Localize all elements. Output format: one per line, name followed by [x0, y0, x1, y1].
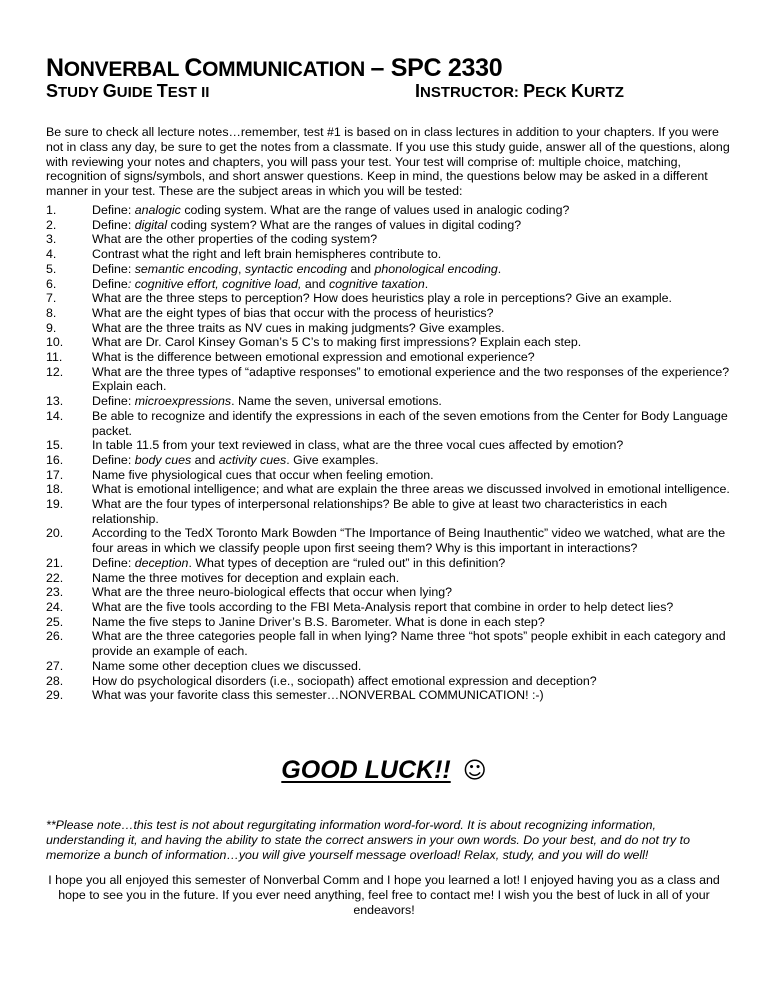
- question-text: [92, 615, 736, 630]
- question-item: [46, 571, 736, 586]
- question-number: 13.: [46, 394, 64, 409]
- text-segment: What are the three types of “adaptive responses” to emotional experience and the two responses of the experience? Explain each.: [92, 364, 730, 394]
- question-number: 3.: [46, 232, 57, 247]
- question-item: [46, 277, 736, 292]
- question-item: [46, 659, 736, 674]
- italic-term: digital: [134, 217, 168, 232]
- question-number: 2.: [46, 217, 57, 232]
- text-segment: What are the three neuro-biological effects that occur when lying?: [92, 585, 452, 600]
- question-number: 17.: [46, 467, 64, 482]
- question-number: 27.: [46, 658, 64, 673]
- text-segment: coding system? What are the ranges of values in digital coding?: [167, 217, 522, 232]
- smiley-face-icon: ☺: [462, 758, 487, 784]
- text-segment: What are the eight types of bias that occur with the process of heuristics?: [92, 305, 494, 320]
- question-text: [92, 394, 736, 409]
- italic-term: : cognitive effort, cognitive load,: [127, 276, 302, 291]
- question-text: [92, 335, 736, 350]
- italic-term: cognitive taxation: [328, 276, 425, 291]
- question-text: [92, 659, 736, 674]
- question-item: [46, 526, 736, 555]
- question-number: 23.: [46, 585, 64, 600]
- title-course-code: – SPC 2330: [370, 54, 503, 82]
- question-text: [92, 262, 736, 277]
- question-number: 12.: [46, 364, 64, 379]
- text-segment: What are the five tools according to the FBI Meta-Analysis report that combine in order to help detect lies?: [92, 599, 674, 614]
- question-number: 4.: [46, 247, 57, 262]
- italic-term: semantic encoding: [134, 261, 239, 276]
- question-text: [92, 556, 736, 571]
- italic-term: phonological encoding: [374, 261, 498, 276]
- text-segment: Name five physiological cues that occur when feeling emotion.: [92, 467, 434, 482]
- question-number: 16.: [46, 452, 64, 467]
- text-segment: What is the difference between emotional expression and emotional experience?: [92, 350, 535, 365]
- question-item: [46, 365, 736, 394]
- document-subtitle: STUDY GUIDE TEST II: [46, 81, 210, 101]
- text-segment: According to the TedX Toronto Mark Bowden “The Importance of Being Inauthentic” video we watched, what are the four areas in which we classify people upon first seeing them? Why is this important in interactions?: [92, 526, 726, 556]
- question-text: [92, 468, 736, 483]
- text-segment: .: [424, 276, 429, 291]
- text-segment: What are the three categories people fall in when lying? Name three “hot spots” people exhibit in each category and provide an example of each.: [92, 629, 726, 659]
- text-segment: and: [346, 261, 375, 276]
- question-number: 7.: [46, 291, 57, 306]
- question-item: [46, 453, 736, 468]
- question-item: [46, 394, 736, 409]
- text-segment: What are the other properties of the coding system?: [92, 232, 378, 247]
- question-item: [46, 247, 736, 262]
- text-segment: Name some other deception clues we discussed.: [92, 658, 362, 673]
- question-number: 22.: [46, 570, 64, 585]
- italic-term: syntactic encoding: [244, 261, 347, 276]
- question-number: 9.: [46, 320, 57, 335]
- question-item: [46, 438, 736, 453]
- good-luck-banner: [0, 758, 768, 783]
- text-segment: Define: [92, 276, 128, 291]
- question-text: [92, 291, 736, 306]
- question-number: 6.: [46, 276, 57, 291]
- question-item: [46, 482, 736, 497]
- question-text: [92, 409, 736, 438]
- question-item: [46, 468, 736, 483]
- italic-term: analogic: [134, 203, 181, 217]
- question-number: 28.: [46, 673, 64, 688]
- text-segment: Define:: [92, 452, 135, 467]
- text-segment: What are Dr. Carol Kinsey Goman’s 5 C’s to making first impressions? Explain each step.: [92, 335, 582, 350]
- question-number: 11.: [46, 350, 63, 365]
- question-text: [92, 277, 736, 292]
- question-item: [46, 688, 736, 703]
- text-segment: Be able to recognize and identify the expressions in each of the seven emotions from the Center for Body Language packet.: [92, 408, 728, 438]
- question-text: [92, 688, 736, 703]
- question-text: [92, 350, 736, 365]
- question-item: [46, 629, 736, 658]
- question-item: [46, 615, 736, 630]
- closing-message: I hope you all enjoyed this semester of Nonverbal Comm and I hope you learned a lot! I enjoyed having you as a class and hope to see you in the future. If you ever need anything, feel free to contact me! I wish you the best of luck in all of your endeavors!: [48, 873, 720, 917]
- question-item: [46, 556, 736, 571]
- italic-term: body cues: [134, 452, 192, 467]
- text-segment: How do psychological disorders (i.e., sociopath) affect emotional expression and deception?: [92, 673, 597, 688]
- question-text: [92, 526, 736, 555]
- question-number: 14.: [46, 408, 64, 423]
- text-segment: Define:: [92, 217, 135, 232]
- text-segment: What was your favorite class this semester…NONVERBAL COMMUNICATION! :-): [92, 688, 544, 703]
- title-word-1: NONVERBAL: [46, 54, 185, 82]
- text-segment: What is emotional intelligence; and what are explain the three areas we discussed involved in emotional intelligence.: [92, 482, 730, 497]
- text-segment: . What types of deception are “ruled out” in this definition?: [188, 555, 506, 570]
- question-text: [92, 482, 736, 497]
- question-number: 25.: [46, 614, 64, 629]
- text-segment: In table 11.5 from your text reviewed in class, what are the three vocal cues affected by emotion?: [92, 438, 624, 453]
- question-item: [46, 321, 736, 336]
- question-text: [92, 571, 736, 586]
- text-segment: Name the three motives for deception and explain each.: [92, 570, 400, 585]
- question-text: [92, 321, 736, 336]
- question-text: [92, 585, 736, 600]
- question-item: [46, 232, 736, 247]
- text-segment: Define:: [92, 203, 135, 217]
- italic-term: microexpressions: [134, 394, 232, 409]
- question-text: [92, 497, 736, 526]
- question-text: [92, 306, 736, 321]
- question-item: [46, 674, 736, 689]
- question-text: [92, 600, 736, 615]
- question-item: [46, 350, 736, 365]
- question-number: 18.: [46, 482, 64, 497]
- instructor-line: INSTRUCTOR: PECK KURTZ: [415, 81, 624, 101]
- question-number: 21.: [46, 555, 64, 570]
- question-item: [46, 291, 736, 306]
- question-item: [46, 600, 736, 615]
- question-item: [46, 218, 736, 233]
- italic-term: deception: [134, 555, 189, 570]
- text-segment: Define:: [92, 261, 135, 276]
- text-segment: What are the four types of interpersonal relationships? Be able to give at least two characteristics in each relationship.: [92, 497, 668, 526]
- question-text: [92, 453, 736, 468]
- text-segment: ,: [238, 261, 245, 276]
- text-segment: Define:: [92, 555, 135, 570]
- question-item: [46, 306, 736, 321]
- question-item: [46, 203, 736, 218]
- italic-term: activity cues: [218, 452, 287, 467]
- text-segment: Name the five steps to Janine Driver’s B.S. Barometer. What is done in each step?: [92, 614, 545, 629]
- question-text: [92, 629, 736, 658]
- question-number: 19.: [46, 497, 64, 512]
- question-text: [92, 365, 736, 394]
- text-segment: . Give examples.: [286, 452, 379, 467]
- text-segment: coding system. What are the range of values used in analogic coding?: [180, 203, 570, 217]
- text-segment: and: [191, 452, 219, 467]
- text-segment: .: [497, 261, 502, 276]
- question-list: [46, 203, 736, 703]
- text-segment: and: [301, 276, 329, 291]
- good-luck-text: GOOD LUCK!!: [281, 756, 451, 784]
- question-text: [92, 674, 736, 689]
- question-item: [46, 335, 736, 350]
- please-note-paragraph: **Please note…this test is not about regurgitating information word-for-word. It is about recognizing information, understanding it, and having the ability to state the correct answers in your own words. Do your best, and do not try to memorize a bunch of information…you will give yourself message overload! Relax, study, and you will do well!: [46, 818, 690, 862]
- question-item: [46, 409, 736, 438]
- question-text: [92, 438, 736, 453]
- question-number: 24.: [46, 599, 64, 614]
- question-number: 5.: [46, 261, 57, 276]
- question-text: [92, 218, 736, 233]
- question-number: 26.: [46, 629, 64, 644]
- text-segment: What are the three steps to perception? How does heuristics play a role in perceptions? Give an example.: [92, 291, 672, 306]
- text-segment: What are the three traits as NV cues in making judgments? Give examples.: [92, 320, 505, 335]
- question-number: 8.: [46, 305, 57, 320]
- text-segment: Contrast what the right and left brain hemispheres contribute to.: [92, 247, 442, 262]
- question-item: [46, 585, 736, 600]
- intro-paragraph: Be sure to check all lecture notes…remember, test #1 is based on in class lectures in addition to your chapters. If you were not in class any day, be sure to get the notes from a classmate. If you use this study guide, answer all of the questions, along with reviewing your notes and chapters, you will pass your test. Your test will comprise of: multiple choice, matching, recognition of signs/symbols, and short answer questions. Keep in mind, the questions below may be asked in a different manner in your test. These are the subject areas in which you will be tested:: [46, 125, 730, 199]
- question-number: 20.: [46, 526, 64, 541]
- question-text: [92, 232, 736, 247]
- question-number: 15.: [46, 438, 64, 453]
- question-text: [92, 247, 736, 262]
- question-item: [46, 262, 736, 277]
- question-item: [46, 497, 736, 526]
- question-number: 1.: [46, 203, 57, 217]
- question-number: 10.: [46, 335, 64, 350]
- title-word-2: COMMUNICATION: [184, 54, 371, 82]
- document-title: [46, 56, 502, 81]
- question-number: 29.: [46, 688, 64, 703]
- question-text: [92, 203, 736, 218]
- text-segment: Define:: [92, 394, 135, 409]
- text-segment: . Name the seven, universal emotions.: [231, 394, 442, 409]
